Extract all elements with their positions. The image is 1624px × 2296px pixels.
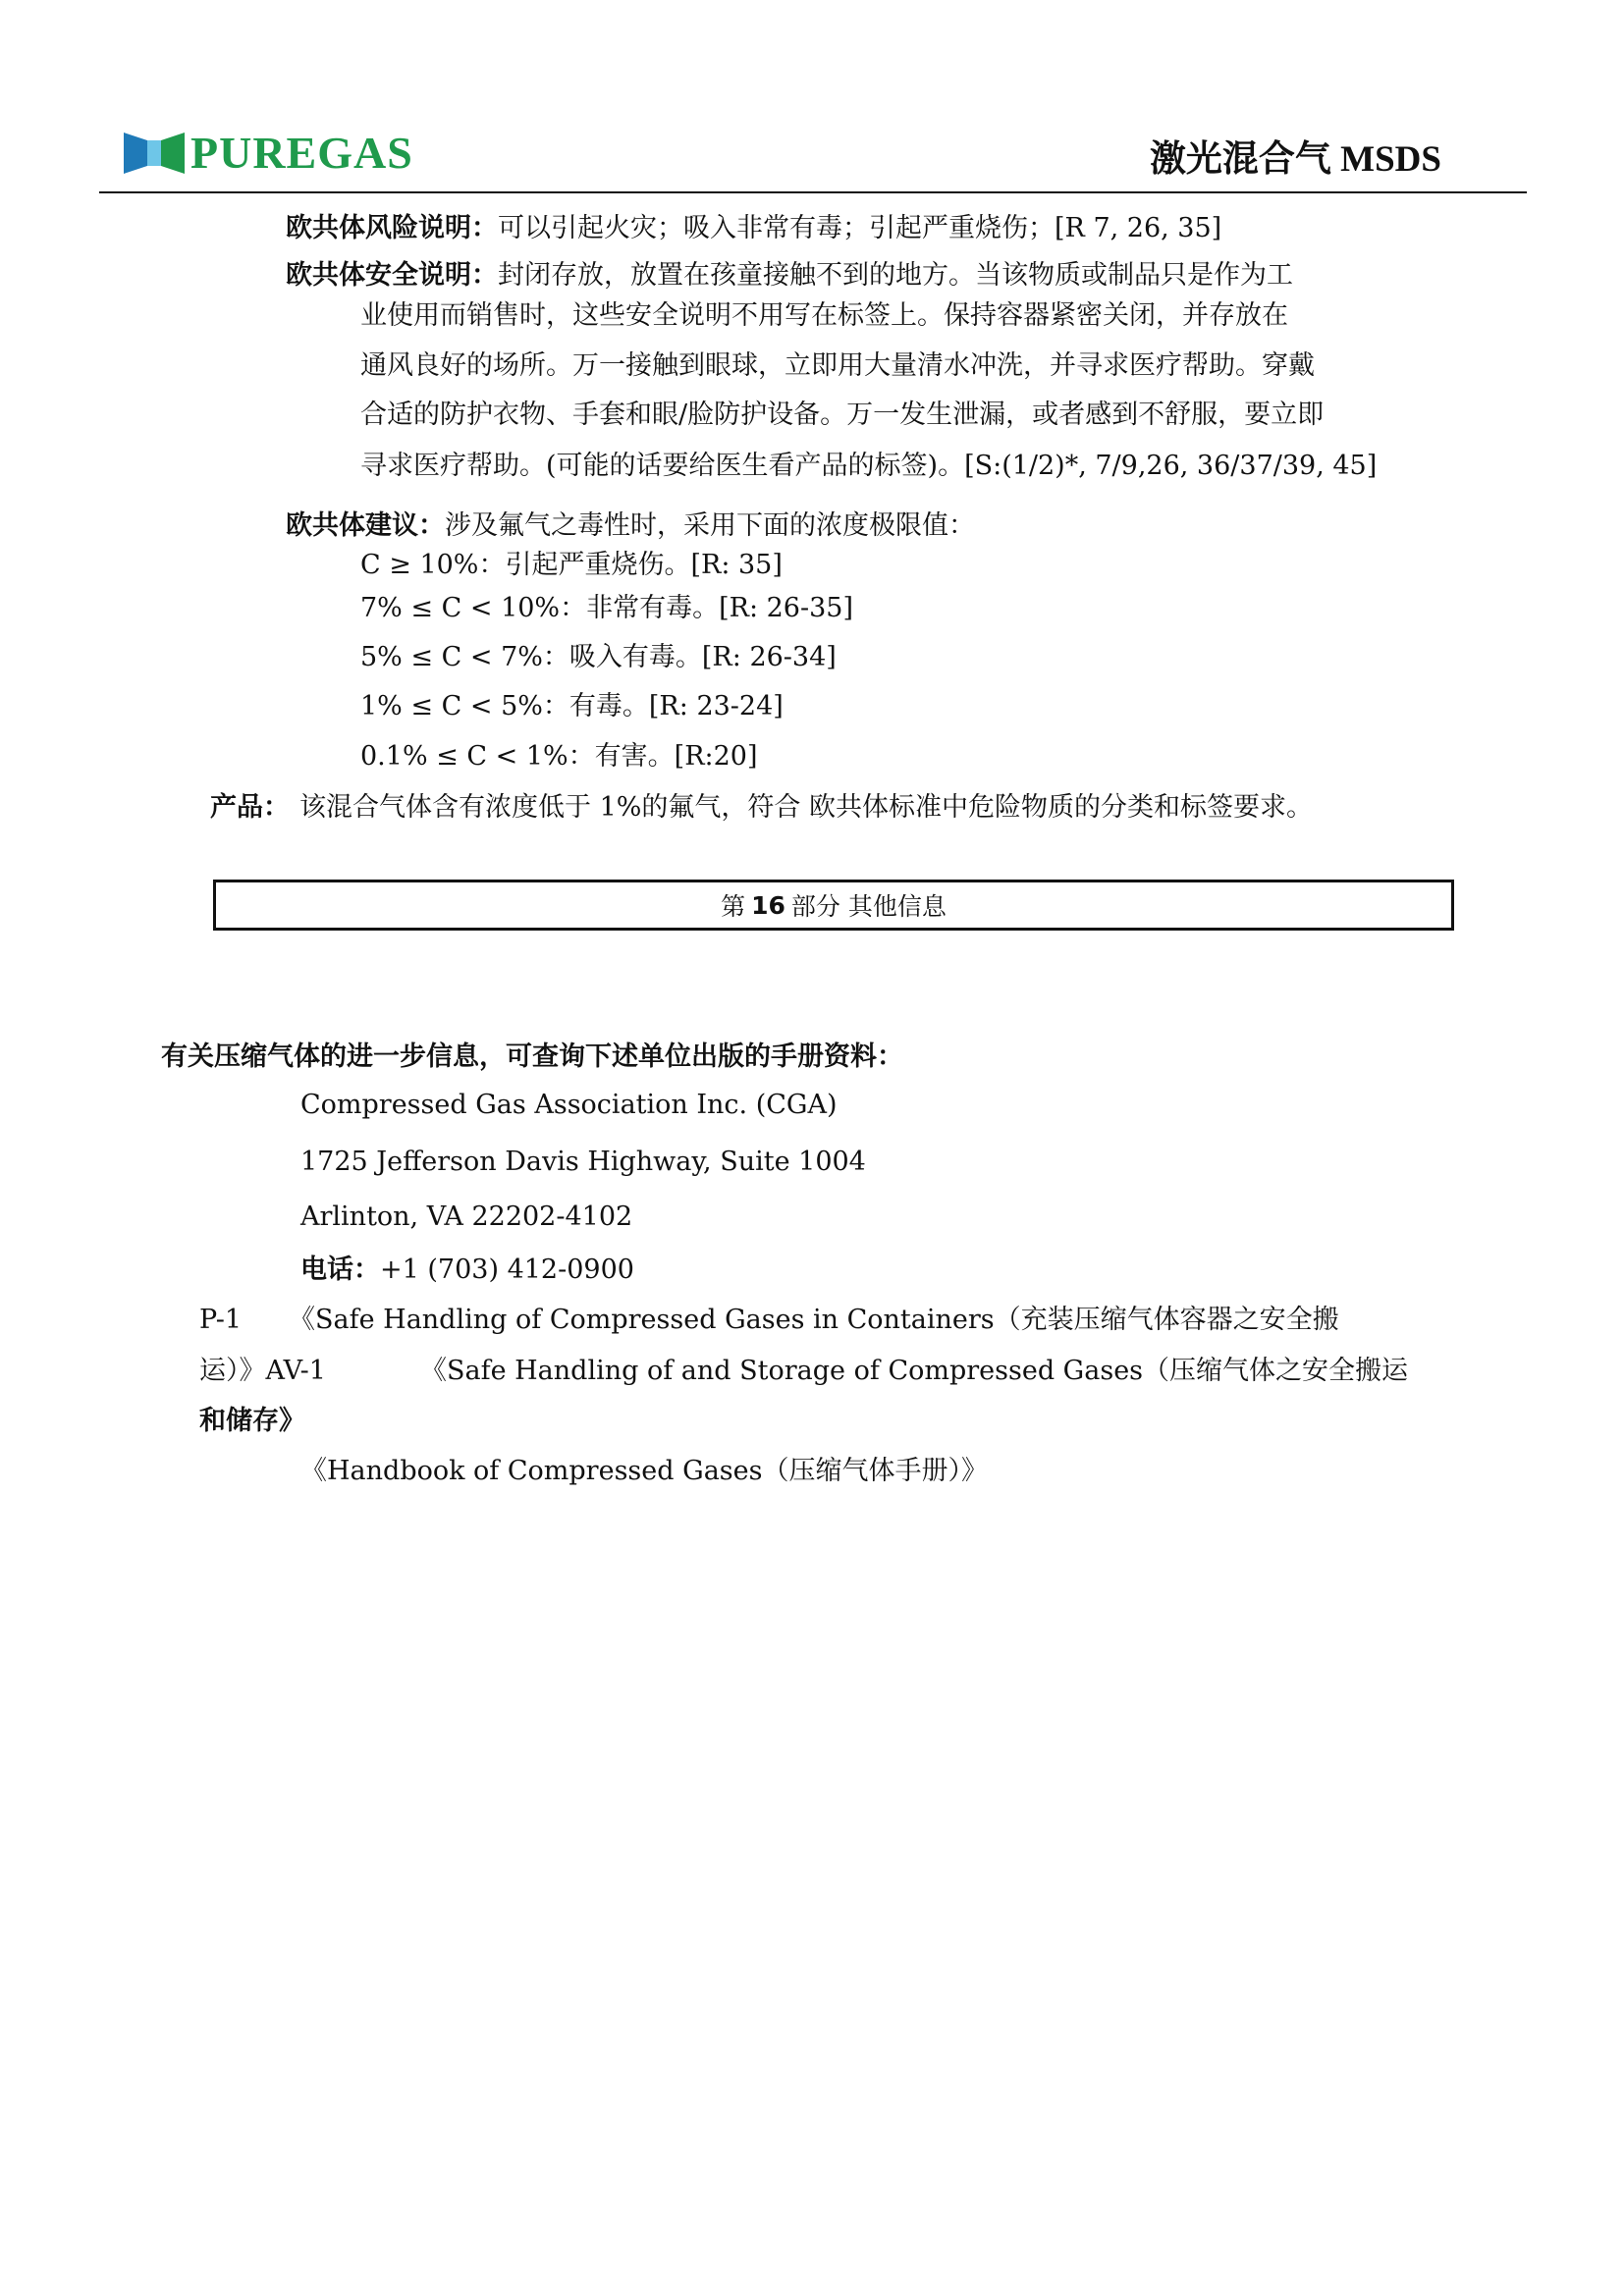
eu-safety-line: 封闭存放，放置在孩童接触不到的地方。当该物质或制品只是作为工 xyxy=(498,260,1293,291)
organization-city: Arlinton, VA 22202-4102 xyxy=(300,1201,633,1232)
eu-risk-text: 可以引起火灾；吸入非常有毒；引起严重烧伤；[R 7, 26, 35] xyxy=(498,213,1222,243)
phone-label: 电话： xyxy=(300,1255,380,1285)
company-logo xyxy=(124,130,413,177)
eu-advice-statement xyxy=(286,508,975,544)
section-16-heading xyxy=(213,880,1454,931)
product-statement xyxy=(210,790,1313,826)
eu-safety-label: 欧共体安全说明： xyxy=(286,260,498,291)
section-number: 16 xyxy=(751,890,785,920)
concentration-limit: 5% ≤ C < 7%：吸入有毒。[R: 26-34] xyxy=(360,642,837,672)
publication-title: 《Safe Handling of and Storage of Compressed Gases（压缩气体之安全搬运 xyxy=(419,1356,1409,1386)
concentration-limit: C ≥ 10%：引起严重烧伤。[R: 35] xyxy=(360,550,783,580)
product-text: 该混合气体含有浓度低于 1%的氟气，符合 欧共体标准中危险物质的分类和标签要求。 xyxy=(299,792,1313,823)
publication-p1 xyxy=(199,1303,1339,1338)
publication-av1 xyxy=(199,1354,1408,1389)
concentration-limit: 0.1% ≤ C < 1%：有害。[R:20] xyxy=(360,741,758,772)
document-title: 激光混合气 MSDS xyxy=(1149,139,1441,180)
publication-title: 《Safe Handling of Compressed Gases in Containers（充装压缩气体容器之安全搬 xyxy=(289,1305,1339,1335)
section-prefix: 第 xyxy=(721,892,746,921)
eu-safety-line: 通风良好的场所。万一接触到眼球，立即用大量清水冲洗，并寻求医疗帮助。穿戴 xyxy=(360,350,1315,381)
section-title: 部分 其他信息 xyxy=(790,892,947,921)
further-info-intro: 有关压缩气体的进一步信息，可查询下述单位出版的手册资料： xyxy=(161,1041,903,1072)
concentration-limit: 7% ≤ C < 10%：非常有毒。[R: 26-35] xyxy=(360,593,853,623)
eu-advice-label: 欧共体建议： xyxy=(286,510,445,541)
product-label: 产品： xyxy=(210,792,290,823)
eu-risk-label: 欧共体风险说明： xyxy=(286,213,498,243)
eu-advice-text: 涉及氟气之毒性时，采用下面的浓度极限值： xyxy=(445,510,975,541)
header-divider xyxy=(99,191,1527,193)
eu-safety-line: 合适的防护衣物、手套和眼/脸防护设备。万一发生泄漏，或者感到不舒服，要立即 xyxy=(360,400,1325,430)
logo-text: PUREGAS xyxy=(190,128,413,178)
publication-code: P-1 xyxy=(199,1305,242,1335)
eu-risk-statement xyxy=(286,211,1221,246)
organization-phone xyxy=(300,1253,634,1288)
puregas-logo-icon xyxy=(124,131,185,176)
organization-address: 1725 Jefferson Davis Highway, Suite 1004 xyxy=(300,1147,866,1177)
eu-safety-statement xyxy=(286,258,1293,294)
publication-handbook: 《Handbook of Compressed Gases（压缩气体手册）》 xyxy=(300,1456,988,1486)
publication-title-cont: 运）》 xyxy=(199,1356,266,1386)
concentration-limit: 1% ≤ C < 5%：有毒。[R: 23-24] xyxy=(360,691,784,721)
phone-number: +1 (703) 412-0900 xyxy=(380,1255,634,1285)
organization-name: Compressed Gas Association Inc. (CGA) xyxy=(300,1090,838,1120)
eu-safety-line: 业使用而销售时，这些安全说明不用写在标签上。保持容器紧密关闭，并存放在 xyxy=(360,300,1288,331)
publication-title-cont: 和储存》 xyxy=(199,1406,305,1436)
publication-code: AV-1 xyxy=(265,1356,326,1386)
eu-safety-line: 寻求医疗帮助。(可能的话要给医生看产品的标签)。[S:(1/2)*, 7/9,26, 36/37/39, 45] xyxy=(360,451,1378,481)
